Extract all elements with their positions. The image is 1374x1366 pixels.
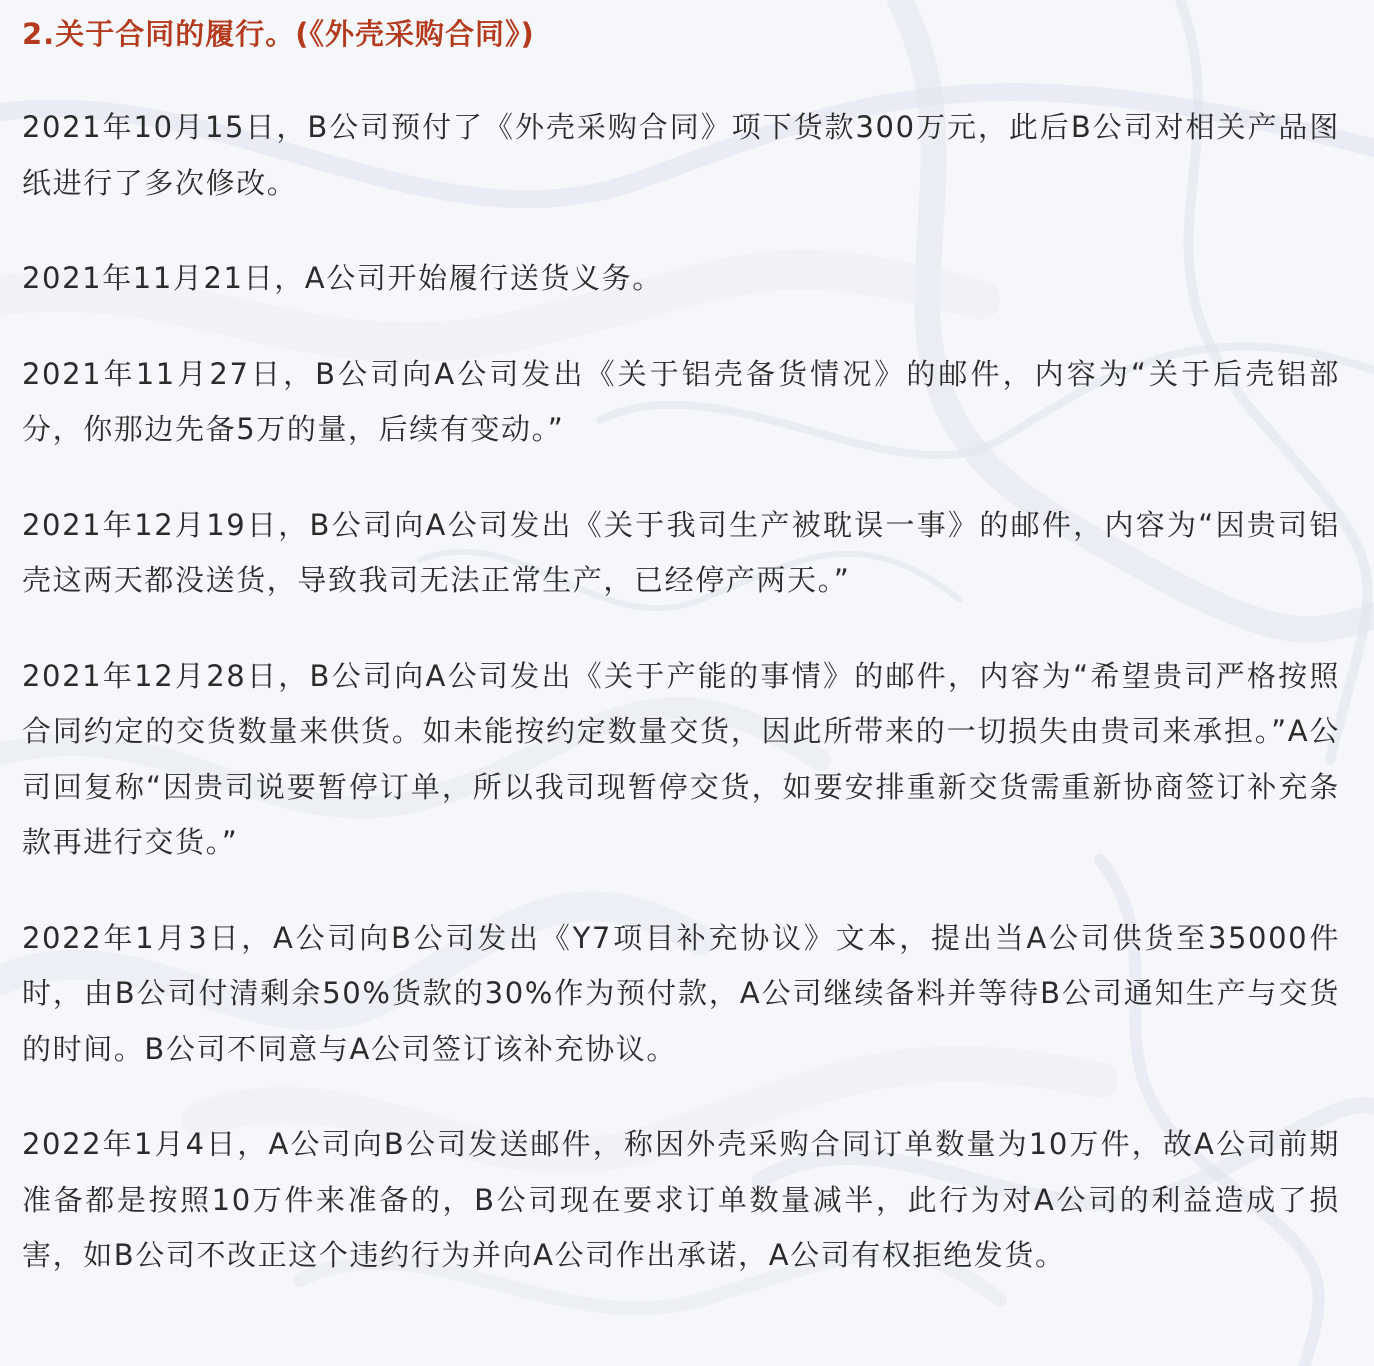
paragraph-supplement-agreement: 2022年1月3日，A公司向B公司发出《Y7项目补充协议》文本，提出当A公司供货至35000件时，由B公司付清剩余50%货款的30%作为预付款，A公司继续备料并等待B公司通知生产与交货的时间。B公司不同意与A公司签订该补充协议。 [22,920,1340,1066]
paragraph-delivery-start: 2021年11月21日，A公司开始履行送货义务。 [22,261,663,295]
paragraph-order-reduction-email: 2022年1月4日，A公司向B公司发送邮件，称因外壳采购合同订单数量为10万件，故A公司前期准备都是按照10万件来准备的，B公司现在要求订单数量减半，此行为对A公司的利益造成了损害，如B公司不改正这个违约行为并向A公司作出承诺，A公司有权拒绝发货。 [22,1127,1340,1272]
article-content [22,0,1340,1284]
paragraph-capacity-email: 2021年12月28日，B公司向A公司发出《关于产能的事情》的邮件，内容为“希望贵司严格按照合同约定的交货数量来供货。如未能按约定数量交货，因此所带来的一切损失由贵司来承担。”A公司回复称“因贵司说要暂停订单，所以我司现暂停交货，如要安排重新交货需重新协商签订补充条款再进行交货。” [22,658,1340,859]
paragraph-aluminum-stock-email: 2021年11月27日，B公司向A公司发出《关于铝壳备货情况》的邮件，内容为“关于后壳铝部分，你那边先备5万的量，后续有变动。” [22,356,1340,446]
section-heading: 2.关于合同的履行。(《外壳采购合同》) [22,17,535,51]
paragraph-production-delay-email: 2021年12月19日，B公司向A公司发出《关于我司生产被耽误一事》的邮件，内容为“因贵司铝壳这两天都没送货，导致我司无法正常生产，已经停产两天。” [22,507,1340,597]
paragraph-prepayment: 2021年10月15日，B公司预付了《外壳采购合同》项下货款300万元，此后B公司对相关产品图纸进行了多次修改。 [22,110,1340,200]
